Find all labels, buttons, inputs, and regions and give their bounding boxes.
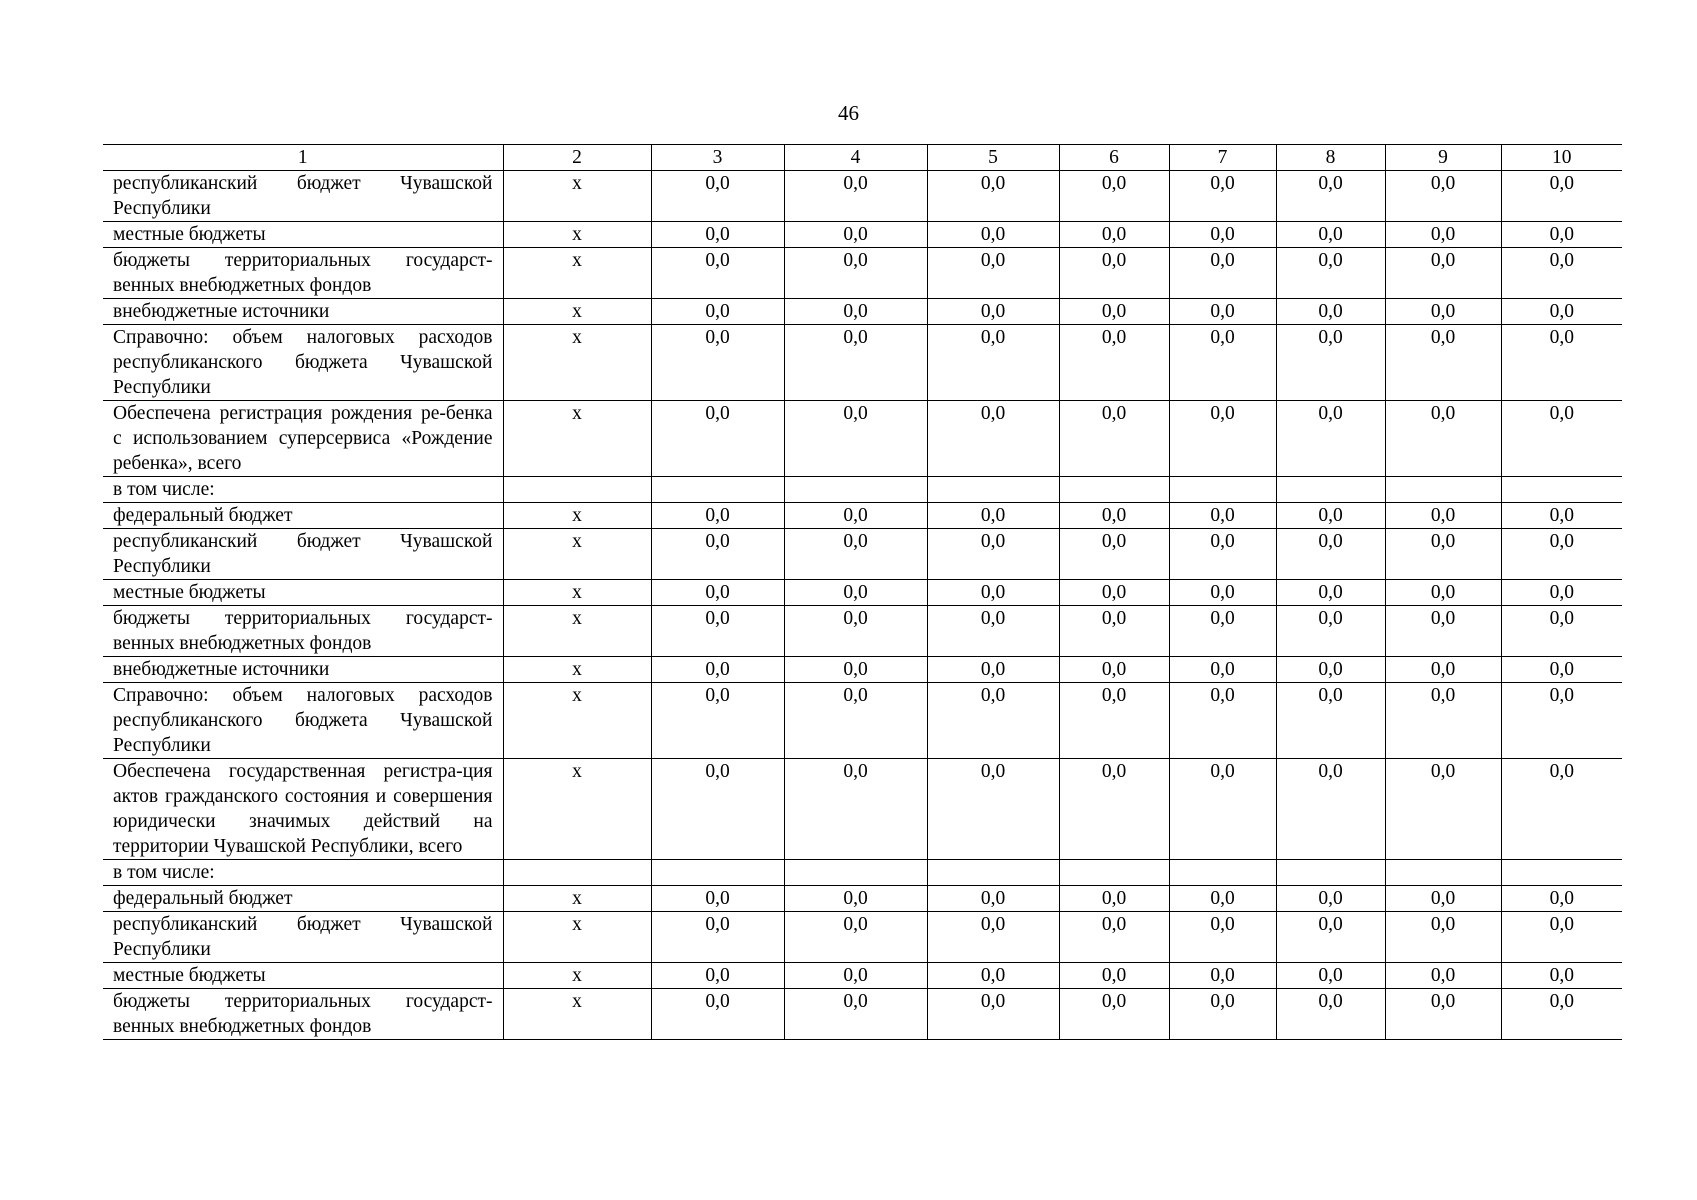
value-cell: 0,0 <box>927 912 1059 963</box>
value-cell: 0,0 <box>1276 683 1385 759</box>
value-cell: 0,0 <box>784 580 927 606</box>
table-header-row <box>103 145 1622 171</box>
value-cell: 0,0 <box>1501 503 1622 529</box>
value-cell: 0,0 <box>1059 886 1169 912</box>
value-cell: 0,0 <box>1276 963 1385 989</box>
row-name-cell: федеральный бюджет <box>103 886 503 912</box>
value-cell: 0,0 <box>651 401 784 477</box>
value-cell: 0,0 <box>1501 401 1622 477</box>
column-header: 2 <box>503 145 651 171</box>
value-cell: 0,0 <box>927 248 1059 299</box>
value-cell: 0,0 <box>927 657 1059 683</box>
row-name-cell: республиканский бюджет Чувашской Республики <box>103 529 503 580</box>
value-cell <box>784 477 927 503</box>
table-row <box>103 222 1622 248</box>
table-row <box>103 683 1622 759</box>
page-number: 46 <box>838 101 859 125</box>
value-cell: 0,0 <box>1276 401 1385 477</box>
value-cell: 0,0 <box>1276 248 1385 299</box>
value-cell <box>1501 860 1622 886</box>
value-cell: x <box>503 325 651 401</box>
value-cell: 0,0 <box>784 657 927 683</box>
value-cell: 0,0 <box>927 606 1059 657</box>
value-cell: 0,0 <box>1059 606 1169 657</box>
value-cell: 0,0 <box>1385 299 1501 325</box>
value-cell <box>1169 477 1276 503</box>
column-header: 8 <box>1276 145 1385 171</box>
value-cell: 0,0 <box>784 759 927 860</box>
value-cell: x <box>503 299 651 325</box>
value-cell: 0,0 <box>927 759 1059 860</box>
table-row <box>103 657 1622 683</box>
value-cell <box>784 860 927 886</box>
table-row <box>103 299 1622 325</box>
value-cell: 0,0 <box>1059 401 1169 477</box>
value-cell: 0,0 <box>1501 683 1622 759</box>
value-cell: 0,0 <box>651 963 784 989</box>
value-cell: 0,0 <box>1169 325 1276 401</box>
table-row <box>103 529 1622 580</box>
value-cell: 0,0 <box>651 222 784 248</box>
value-cell: 0,0 <box>651 683 784 759</box>
value-cell: 0,0 <box>1276 606 1385 657</box>
table-row <box>103 477 1622 503</box>
value-cell: 0,0 <box>784 171 927 222</box>
value-cell: 0,0 <box>927 503 1059 529</box>
value-cell: 0,0 <box>1501 248 1622 299</box>
value-cell: 0,0 <box>1385 248 1501 299</box>
value-cell: 0,0 <box>651 248 784 299</box>
table-row <box>103 912 1622 963</box>
value-cell: x <box>503 759 651 860</box>
value-cell: 0,0 <box>1169 963 1276 989</box>
value-cell: 0,0 <box>927 963 1059 989</box>
row-name-cell: внебюджетные источники <box>103 299 503 325</box>
value-cell: 0,0 <box>927 325 1059 401</box>
row-name-cell: местные бюджеты <box>103 222 503 248</box>
value-cell: 0,0 <box>651 912 784 963</box>
row-name-cell: бюджеты территориальных государст-венных внебюджетных фондов <box>103 989 503 1040</box>
value-cell: 0,0 <box>1385 759 1501 860</box>
value-cell: 0,0 <box>651 606 784 657</box>
value-cell: 0,0 <box>1501 606 1622 657</box>
value-cell: 0,0 <box>1169 171 1276 222</box>
value-cell: x <box>503 248 651 299</box>
value-cell: 0,0 <box>1501 325 1622 401</box>
value-cell: 0,0 <box>1059 503 1169 529</box>
row-name-cell: Обеспечена регистрация рождения ре-бенка с использованием суперсервиса «Рождение ребенка», всего <box>103 401 503 477</box>
value-cell: 0,0 <box>1169 580 1276 606</box>
value-cell: 0,0 <box>651 759 784 860</box>
value-cell: 0,0 <box>1276 989 1385 1040</box>
value-cell: 0,0 <box>1501 886 1622 912</box>
value-cell: 0,0 <box>1501 912 1622 963</box>
value-cell: x <box>503 401 651 477</box>
table-row <box>103 759 1622 860</box>
value-cell: 0,0 <box>784 886 927 912</box>
value-cell: 0,0 <box>1169 912 1276 963</box>
value-cell: 0,0 <box>1059 325 1169 401</box>
value-cell: 0,0 <box>784 401 927 477</box>
value-cell: 0,0 <box>651 503 784 529</box>
value-cell: 0,0 <box>1276 580 1385 606</box>
value-cell: x <box>503 963 651 989</box>
value-cell: 0,0 <box>927 529 1059 580</box>
column-header: 1 <box>103 145 503 171</box>
value-cell: 0,0 <box>1169 248 1276 299</box>
value-cell: 0,0 <box>1501 171 1622 222</box>
value-cell: 0,0 <box>1169 683 1276 759</box>
row-name-cell: местные бюджеты <box>103 963 503 989</box>
table-row <box>103 325 1622 401</box>
value-cell: 0,0 <box>1059 657 1169 683</box>
value-cell: 0,0 <box>927 580 1059 606</box>
value-cell: 0,0 <box>1169 503 1276 529</box>
column-header: 9 <box>1385 145 1501 171</box>
value-cell: 0,0 <box>1169 606 1276 657</box>
value-cell: 0,0 <box>1385 683 1501 759</box>
value-cell <box>1059 477 1169 503</box>
value-cell <box>1276 477 1385 503</box>
value-cell: 0,0 <box>784 529 927 580</box>
value-cell: x <box>503 503 651 529</box>
row-name-cell: местные бюджеты <box>103 580 503 606</box>
value-cell: 0,0 <box>1385 580 1501 606</box>
value-cell: x <box>503 529 651 580</box>
row-name-cell: Справочно: объем налоговых расходов республиканского бюджета Чувашской Республики <box>103 683 503 759</box>
value-cell: 0,0 <box>1059 580 1169 606</box>
value-cell <box>503 860 651 886</box>
value-cell: 0,0 <box>1385 989 1501 1040</box>
value-cell <box>503 477 651 503</box>
value-cell: 0,0 <box>651 989 784 1040</box>
table-row <box>103 606 1622 657</box>
value-cell <box>1501 477 1622 503</box>
value-cell: 0,0 <box>1385 886 1501 912</box>
column-header: 5 <box>927 145 1059 171</box>
value-cell: 0,0 <box>784 248 927 299</box>
value-cell <box>1276 860 1385 886</box>
value-cell: 0,0 <box>651 299 784 325</box>
value-cell: 0,0 <box>1385 503 1501 529</box>
table-row <box>103 886 1622 912</box>
value-cell: 0,0 <box>784 683 927 759</box>
value-cell: 0,0 <box>1059 171 1169 222</box>
value-cell: 0,0 <box>1169 222 1276 248</box>
value-cell: 0,0 <box>784 299 927 325</box>
value-cell: 0,0 <box>1501 529 1622 580</box>
value-cell: 0,0 <box>927 171 1059 222</box>
table-row <box>103 248 1622 299</box>
value-cell: 0,0 <box>1385 606 1501 657</box>
value-cell: 0,0 <box>1059 683 1169 759</box>
row-name-cell: Справочно: объем налоговых расходов республиканского бюджета Чувашской Республики <box>103 325 503 401</box>
value-cell: x <box>503 989 651 1040</box>
value-cell: 0,0 <box>784 503 927 529</box>
value-cell: 0,0 <box>784 222 927 248</box>
value-cell: 0,0 <box>927 299 1059 325</box>
value-cell: 0,0 <box>1385 912 1501 963</box>
value-cell: 0,0 <box>927 683 1059 759</box>
value-cell: 0,0 <box>927 401 1059 477</box>
value-cell: 0,0 <box>1169 989 1276 1040</box>
value-cell: x <box>503 886 651 912</box>
value-cell: 0,0 <box>784 325 927 401</box>
value-cell: 0,0 <box>1276 886 1385 912</box>
value-cell: x <box>503 580 651 606</box>
value-cell: 0,0 <box>1169 401 1276 477</box>
row-name-cell: федеральный бюджет <box>103 503 503 529</box>
row-name-cell: Обеспечена государственная регистра-ция актов гражданского состояния и совершения юридически значимых действий на территории Чувашской Республики, всего <box>103 759 503 860</box>
value-cell: 0,0 <box>1169 759 1276 860</box>
value-cell: 0,0 <box>1059 912 1169 963</box>
value-cell: 0,0 <box>784 963 927 989</box>
column-header: 3 <box>651 145 784 171</box>
value-cell: 0,0 <box>1059 963 1169 989</box>
column-header: 10 <box>1501 145 1622 171</box>
value-cell: 0,0 <box>651 171 784 222</box>
value-cell: 0,0 <box>1169 657 1276 683</box>
value-cell: 0,0 <box>1501 989 1622 1040</box>
value-cell: 0,0 <box>784 989 927 1040</box>
row-name-cell: бюджеты территориальных государст-венных внебюджетных фондов <box>103 248 503 299</box>
value-cell: 0,0 <box>1385 657 1501 683</box>
value-cell <box>651 860 784 886</box>
value-cell: 0,0 <box>1385 222 1501 248</box>
value-cell: 0,0 <box>651 657 784 683</box>
value-cell: x <box>503 912 651 963</box>
value-cell <box>1385 860 1501 886</box>
row-name-cell: республиканский бюджет Чувашской Республики <box>103 912 503 963</box>
value-cell: 0,0 <box>1276 503 1385 529</box>
value-cell <box>927 477 1059 503</box>
value-cell: 0,0 <box>1501 759 1622 860</box>
value-cell: 0,0 <box>651 580 784 606</box>
row-name-cell: бюджеты территориальных государст-венных внебюджетных фондов <box>103 606 503 657</box>
value-cell: x <box>503 222 651 248</box>
value-cell: 0,0 <box>1276 657 1385 683</box>
value-cell: 0,0 <box>651 529 784 580</box>
value-cell <box>1385 477 1501 503</box>
value-cell: 0,0 <box>1385 529 1501 580</box>
value-cell: 0,0 <box>1385 325 1501 401</box>
column-header: 4 <box>784 145 927 171</box>
row-name-cell: внебюджетные источники <box>103 657 503 683</box>
value-cell: 0,0 <box>1276 529 1385 580</box>
value-cell: 0,0 <box>1059 989 1169 1040</box>
value-cell: 0,0 <box>1276 299 1385 325</box>
value-cell: 0,0 <box>1385 401 1501 477</box>
table-row <box>103 171 1622 222</box>
value-cell <box>927 860 1059 886</box>
value-cell: 0,0 <box>1501 657 1622 683</box>
row-name-cell: в том числе: <box>103 860 503 886</box>
table-row <box>103 580 1622 606</box>
table-row <box>103 989 1622 1040</box>
value-cell: 0,0 <box>1385 963 1501 989</box>
table-body <box>103 171 1622 1040</box>
value-cell: 0,0 <box>1501 963 1622 989</box>
value-cell: x <box>503 606 651 657</box>
value-cell: 0,0 <box>1059 529 1169 580</box>
value-cell: 0,0 <box>1501 222 1622 248</box>
value-cell: 0,0 <box>1276 325 1385 401</box>
value-cell: 0,0 <box>927 222 1059 248</box>
table-row <box>103 860 1622 886</box>
value-cell: 0,0 <box>1169 299 1276 325</box>
value-cell: 0,0 <box>927 886 1059 912</box>
value-cell: 0,0 <box>1169 886 1276 912</box>
value-cell: 0,0 <box>1059 759 1169 860</box>
value-cell: 0,0 <box>1059 222 1169 248</box>
value-cell <box>651 477 784 503</box>
budget-table <box>103 144 1622 1040</box>
value-cell: 0,0 <box>1501 580 1622 606</box>
column-header: 7 <box>1169 145 1276 171</box>
column-header: 6 <box>1059 145 1169 171</box>
value-cell <box>1059 860 1169 886</box>
value-cell: 0,0 <box>927 989 1059 1040</box>
row-name-cell: в том числе: <box>103 477 503 503</box>
table-row <box>103 503 1622 529</box>
row-name-cell: республиканский бюджет Чувашской Республики <box>103 171 503 222</box>
value-cell: 0,0 <box>1276 759 1385 860</box>
value-cell: 0,0 <box>1501 299 1622 325</box>
value-cell: x <box>503 171 651 222</box>
table-row <box>103 401 1622 477</box>
table-row <box>103 963 1622 989</box>
value-cell: 0,0 <box>1059 299 1169 325</box>
value-cell: 0,0 <box>784 606 927 657</box>
value-cell: 0,0 <box>1059 248 1169 299</box>
value-cell: x <box>503 683 651 759</box>
value-cell: 0,0 <box>1276 912 1385 963</box>
value-cell: 0,0 <box>1169 529 1276 580</box>
value-cell: x <box>503 657 651 683</box>
value-cell: 0,0 <box>1276 222 1385 248</box>
value-cell <box>1169 860 1276 886</box>
value-cell: 0,0 <box>1385 171 1501 222</box>
value-cell: 0,0 <box>784 912 927 963</box>
value-cell: 0,0 <box>1276 171 1385 222</box>
value-cell: 0,0 <box>651 325 784 401</box>
value-cell: 0,0 <box>651 886 784 912</box>
